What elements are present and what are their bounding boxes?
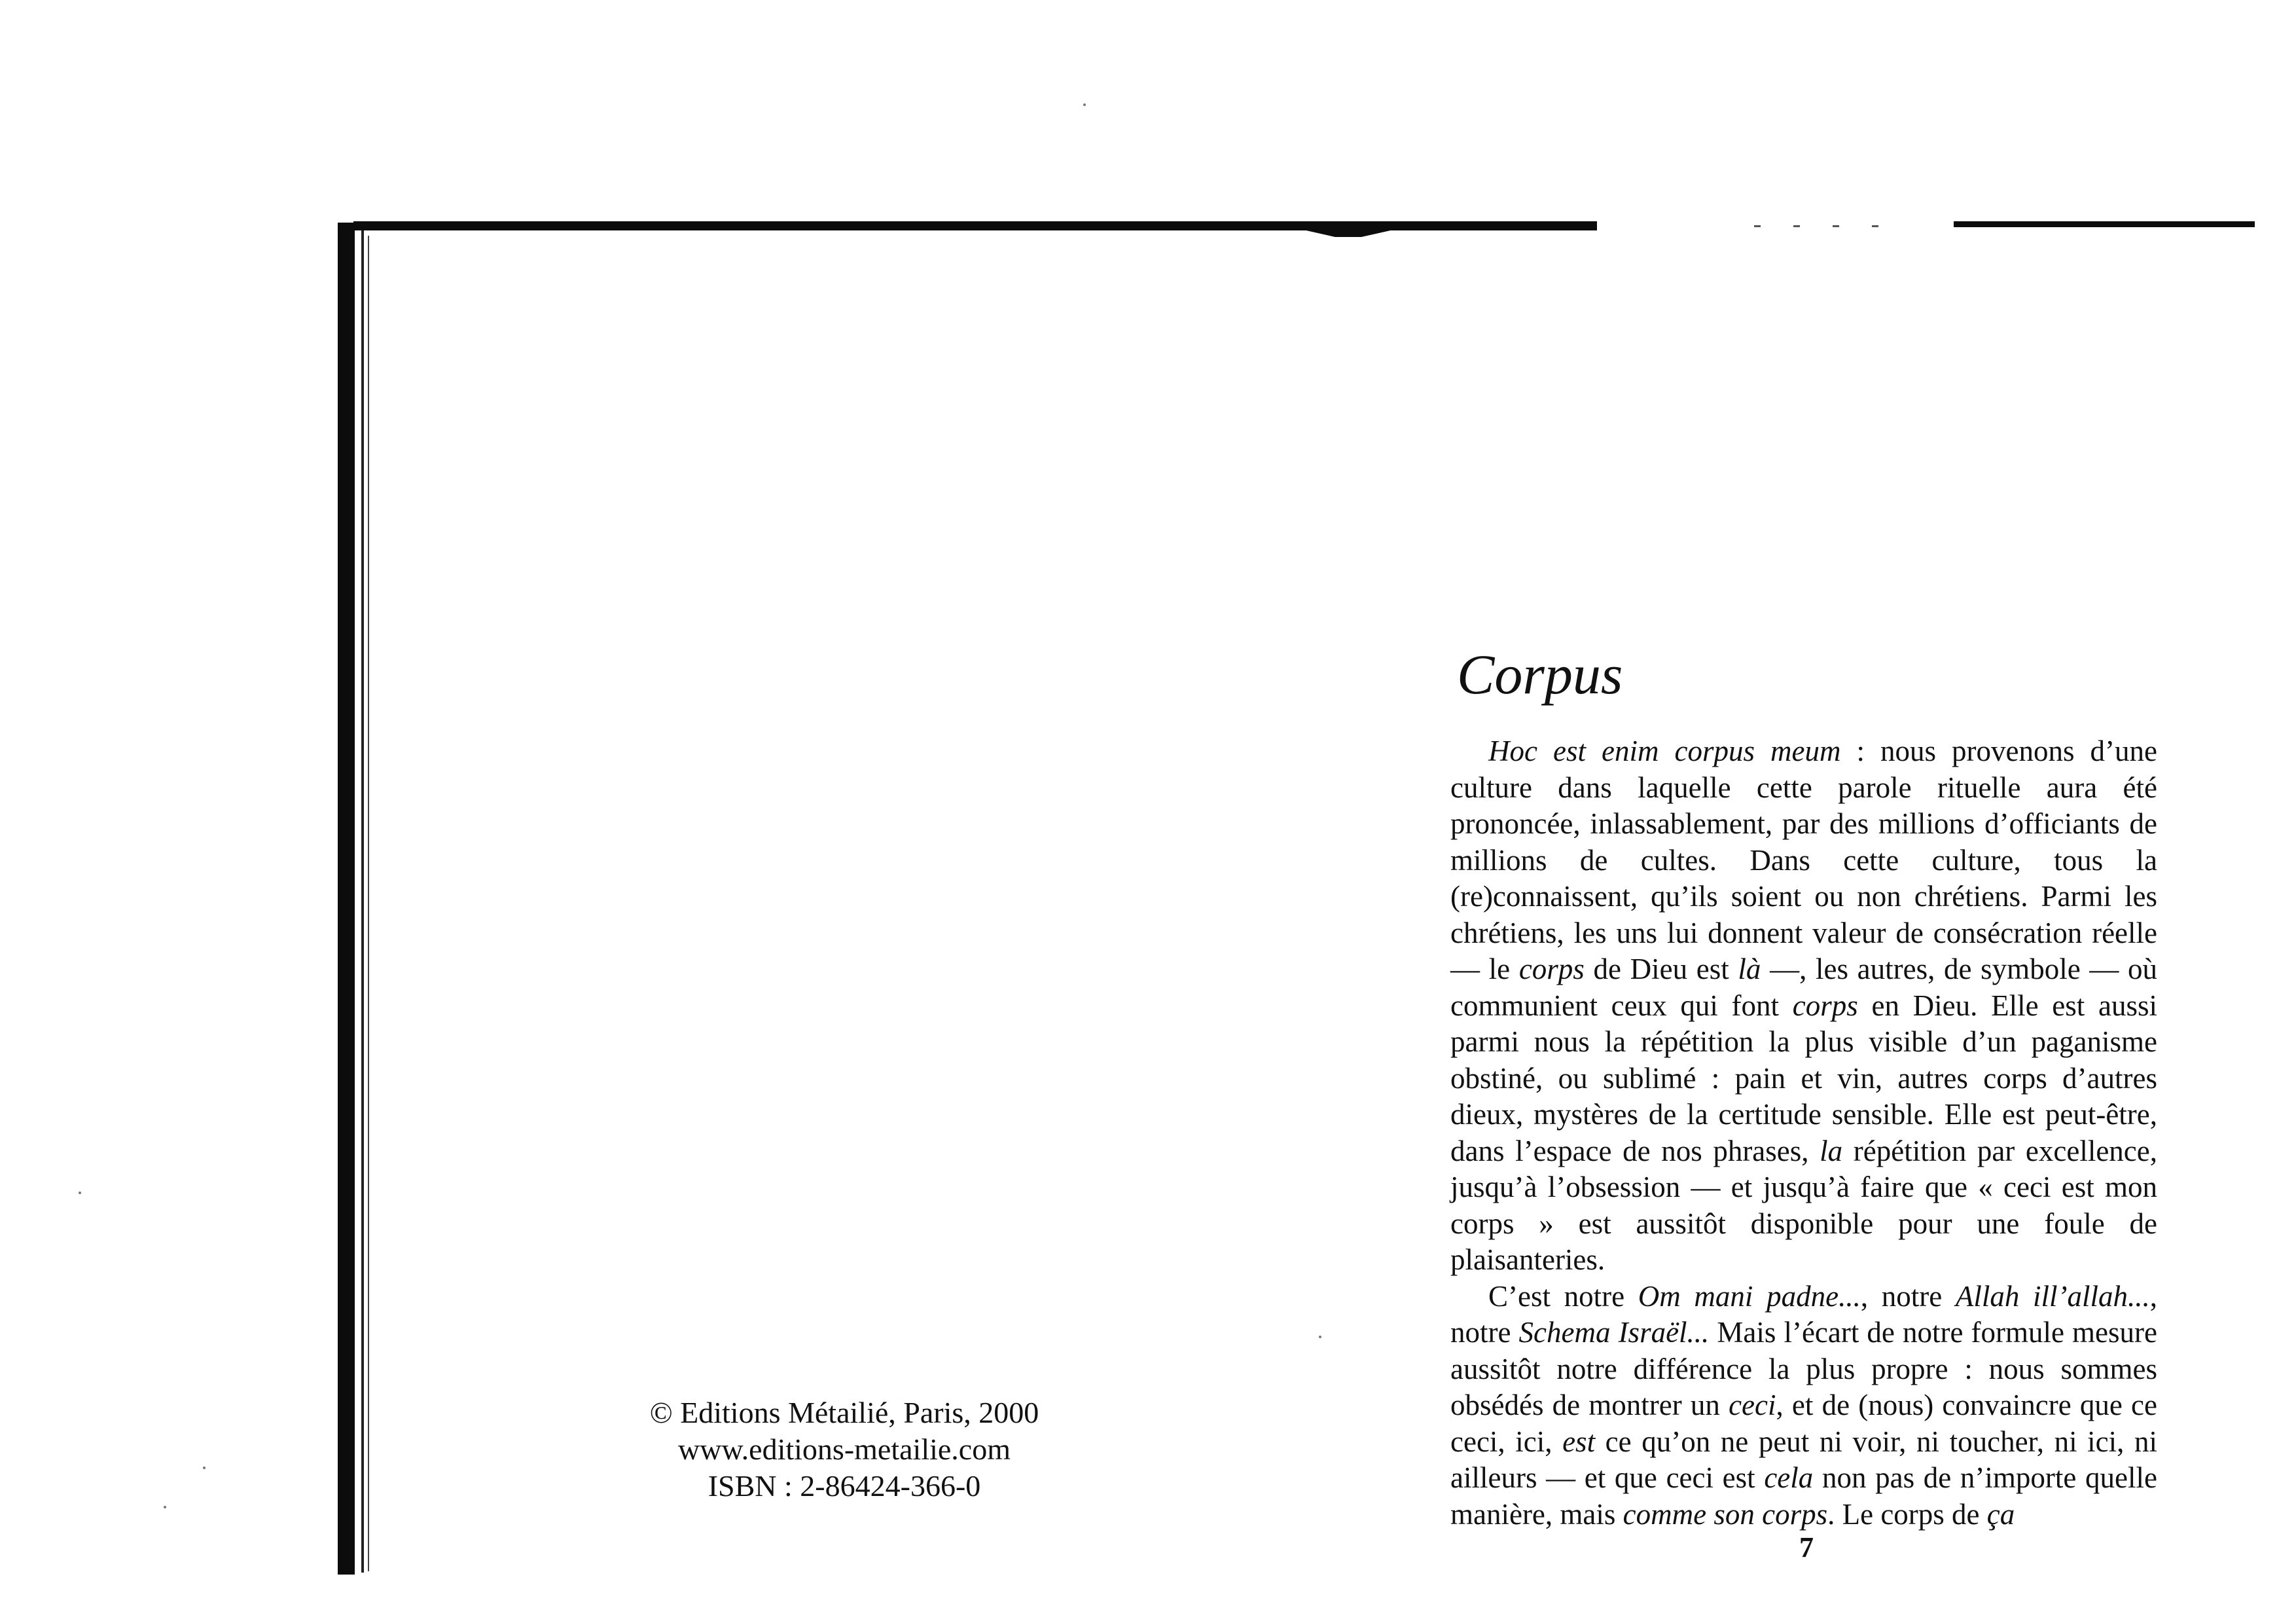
paragraph-2 [1450, 1279, 2157, 1533]
scan-left-border-line-2 [368, 236, 369, 1571]
paragraph-1 [1450, 733, 2157, 1279]
italic-run: Om mani padne... [1638, 1279, 1861, 1313]
text-run: —, les autres, de symbole — où communient ceux qui font [1450, 953, 2157, 1022]
scan-left-border-line [361, 230, 364, 1573]
italic-run: Hoc est enim corpus meum [1488, 735, 1841, 767]
scan-speck [203, 1467, 206, 1469]
scan-speck [164, 1506, 166, 1508]
scan-left-border [338, 223, 355, 1575]
text-run: Mais l’écart de notre formule mesure aussitôt notre différence la plus propre : nous sommes obsédés de montrer un [1450, 1316, 2157, 1421]
scan-top-border-taper [1283, 225, 1414, 237]
italic-run: ça [1986, 1497, 2015, 1531]
scan-top-border-right [1954, 221, 2255, 227]
chapter-title: Corpus [1457, 643, 1623, 706]
text-run: , et de (nous) convaincre que ce ceci, ici, [1450, 1389, 2157, 1458]
text-run: de Dieu est [1584, 953, 1738, 985]
text-run: C’est notre [1488, 1279, 1638, 1313]
italic-run: la [1820, 1134, 1843, 1167]
italic-run: là [1738, 953, 1761, 985]
italic-run: ceci [1729, 1389, 1776, 1421]
italic-run: corps [1518, 953, 1585, 985]
publisher-website: www.editions-metailie.com [678, 1432, 1011, 1466]
text-run: répétition par excellence, jusqu’à l’obsession — et jusqu’à faire que « ceci est mon corps » est aussitôt disponible pour une foule de plaisanteries. [1450, 1134, 2157, 1276]
text-run: . Le corps de [1827, 1497, 1987, 1531]
isbn-line: ISBN : 2-86424-366-0 [708, 1469, 981, 1503]
copyright-block [602, 1395, 1086, 1504]
copyright-line: © Editions Métailié, Paris, 2000 [649, 1396, 1039, 1429]
text-run: , notre [1860, 1279, 1956, 1313]
page-number: 7 [1799, 1531, 1814, 1563]
italic-run: Schema Israël... [1518, 1316, 1710, 1349]
text-run: : nous provenons d’une culture dans laquelle cette parole rituelle aura été prononcée, inlassablement, par des millions d’officiants de millions de cultes. Dans cette culture, tous la (re)connaissent, qu’ils soient ou non chrétiens. Parmi les chrétiens, les uns lui donnent valeur de consécration réelle — le [1450, 735, 2157, 985]
scan-top-border-dash [1754, 225, 1911, 227]
scan-speck [1083, 103, 1086, 106]
text-run: non pas de n’importe quelle manière, mais [1450, 1461, 2157, 1531]
italic-run: comme son corps [1623, 1497, 1828, 1531]
italic-run: est [1562, 1425, 1596, 1458]
scan-speck [79, 1192, 81, 1194]
text-run: en Dieu. Elle est aussi parmi nous la répétition la plus visible d’un paganisme obstiné, ou sublimé : pain et vin, autres corps d’autres dieux, mystères de la certitude sensible. Elle est peut-être, dans l’espace de nos phrases, [1450, 989, 2157, 1167]
scan-speck [1319, 1336, 1321, 1338]
text-run: ce qu’on ne peut ni voir, ni toucher, ni ici, ni ailleurs — et que ceci est [1450, 1425, 2157, 1494]
italic-run: cela [1764, 1461, 1814, 1494]
italic-run: Allah ill’allah... [1955, 1279, 2150, 1313]
italic-run: corps [1792, 989, 1858, 1022]
body-text [1450, 733, 2157, 1533]
text-run: , notre [1450, 1279, 2158, 1349]
